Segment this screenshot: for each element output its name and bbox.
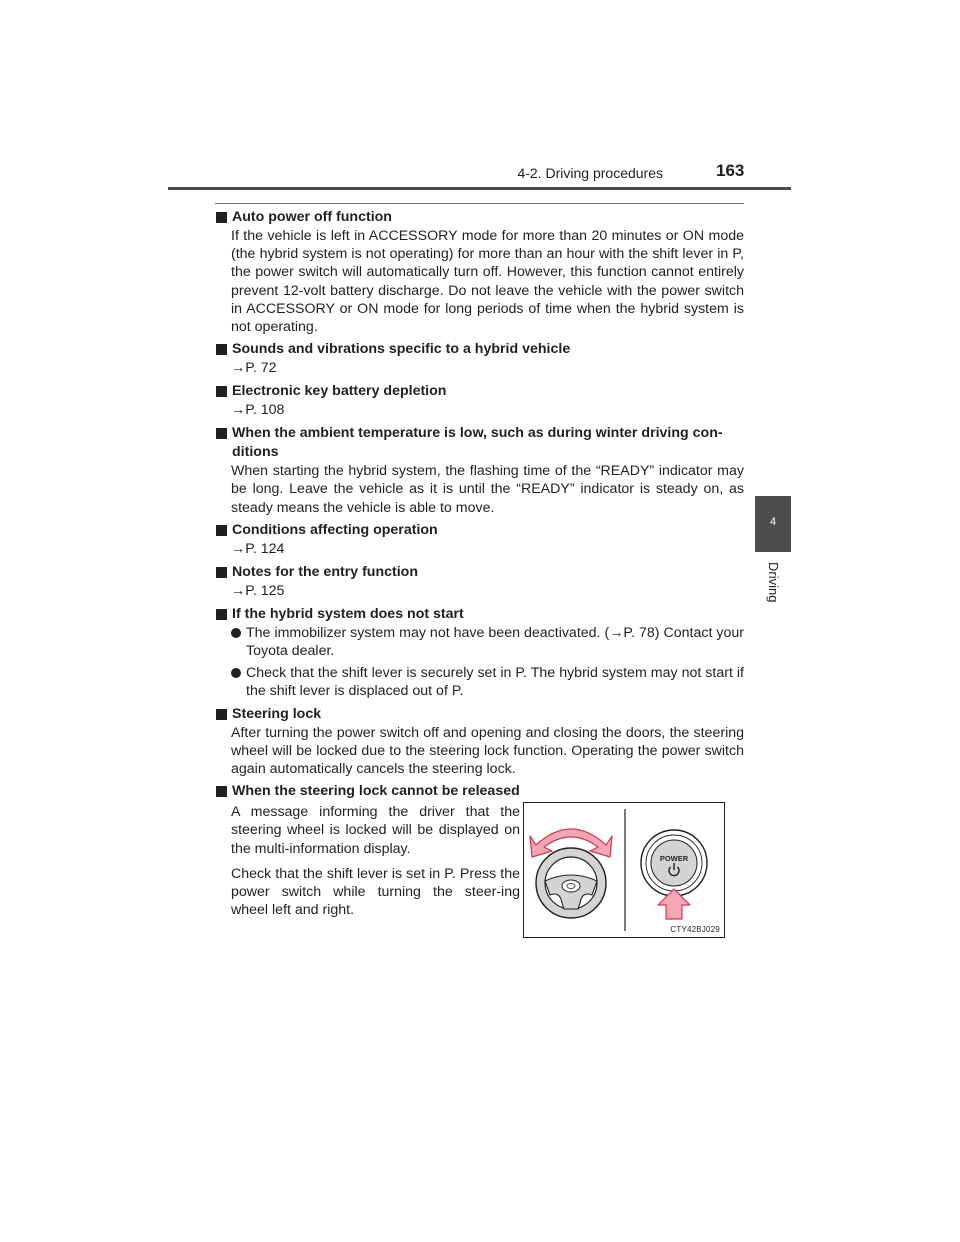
list-item: The immobilizer system may not have been deactivated. (→P. 78) Contact your Toyota dealer. <box>215 624 744 660</box>
section-key-battery <box>215 382 744 420</box>
steering-wheel-icon <box>536 848 606 918</box>
section-title: If the hybrid system does not start <box>215 605 744 624</box>
round-bullet-icon <box>231 628 241 638</box>
chapter-number: 4 <box>769 516 777 528</box>
square-bullet-icon <box>216 344 227 355</box>
round-bullet-icon <box>231 668 241 678</box>
section-title: When the steering lock cannot be released <box>215 782 744 801</box>
section-body: After turning the power switch off and opening and closing the doors, the steering wheel will be locked due to the steering lock function. Operating the power switch again automatically cancels the steering lock. <box>231 724 744 778</box>
section-title: Conditions affecting operation <box>215 521 744 540</box>
page-reference-link[interactable]: →P. 125 <box>231 582 285 599</box>
page-reference-link[interactable]: →P. 124 <box>231 540 285 557</box>
illustration-graphic <box>524 803 724 937</box>
section-steering-lock <box>215 705 744 779</box>
figure-code: CTY42BJ029 <box>670 925 720 934</box>
section-title: Steering lock <box>215 705 744 724</box>
paragraph: A message informing the driver that the steering wheel is locked will be displayed on the multi-information display. <box>231 804 520 857</box>
page-number: 163 <box>716 161 745 180</box>
square-bullet-icon <box>216 786 227 797</box>
section-title: When the ambient temperature is low, such as during winter driving con-ditions <box>215 424 744 462</box>
section-title: Notes for the entry function <box>215 563 744 582</box>
chapter-label: Driving <box>766 562 781 603</box>
section-entry-notes <box>215 563 744 601</box>
square-bullet-icon <box>216 609 227 620</box>
section-auto-power-off <box>215 208 744 336</box>
section-body: If the vehicle is left in ACCESSORY mode for more than 20 minutes or ON mode (the hybrid system is not operating) for more than an hour with the shift lever in P, the power switch will automatically turn off. However, this function cannot entirely prevent 12-volt battery discharge. Do not leave the vehicle with the power switch in ACCESSORY or ON mode for long periods of time when the hybrid system is not operating. <box>231 228 744 336</box>
content-divider <box>215 203 744 204</box>
list-item: Check that the shift lever is securely set in P. The hybrid system may not start if the shift lever is displaced out of P. <box>215 664 744 700</box>
section-no-start <box>215 605 744 701</box>
steering-lock-illustration <box>523 802 725 938</box>
square-bullet-icon <box>216 525 227 536</box>
section-title: Electronic key battery depletion <box>215 382 744 401</box>
header-divider <box>168 187 791 190</box>
square-bullet-icon <box>216 709 227 720</box>
section-conditions <box>215 521 744 559</box>
section-sounds <box>215 340 744 378</box>
section-heading: 4-2. Driving procedures <box>517 165 663 181</box>
square-bullet-icon <box>216 567 227 578</box>
page-reference-link[interactable]: →P. 108 <box>231 402 285 419</box>
square-bullet-icon <box>216 212 227 223</box>
lock-release-text <box>231 803 520 926</box>
power-switch-icon <box>641 830 707 896</box>
square-bullet-icon <box>216 386 227 397</box>
chapter-tab[interactable] <box>755 496 791 552</box>
page-reference-link[interactable]: →P. 72 <box>231 360 277 377</box>
section-title: Sounds and vibrations specific to a hybrid vehicle <box>215 340 744 359</box>
power-button-label: POWER <box>659 854 689 863</box>
section-body: When starting the hybrid system, the flashing time of the “READY” indicator may be long. Leave the vehicle as it is until the “READY” indicator is steady on, as steady means the vehicle is able to move. <box>231 463 744 516</box>
paragraph: Check that the shift lever is set in P. Press the power switch while turning the steer-ing wheel left and right. <box>231 865 520 919</box>
section-title: Auto power off function <box>215 208 744 227</box>
square-bullet-icon <box>216 428 227 439</box>
section-ambient-temperature <box>215 424 744 517</box>
